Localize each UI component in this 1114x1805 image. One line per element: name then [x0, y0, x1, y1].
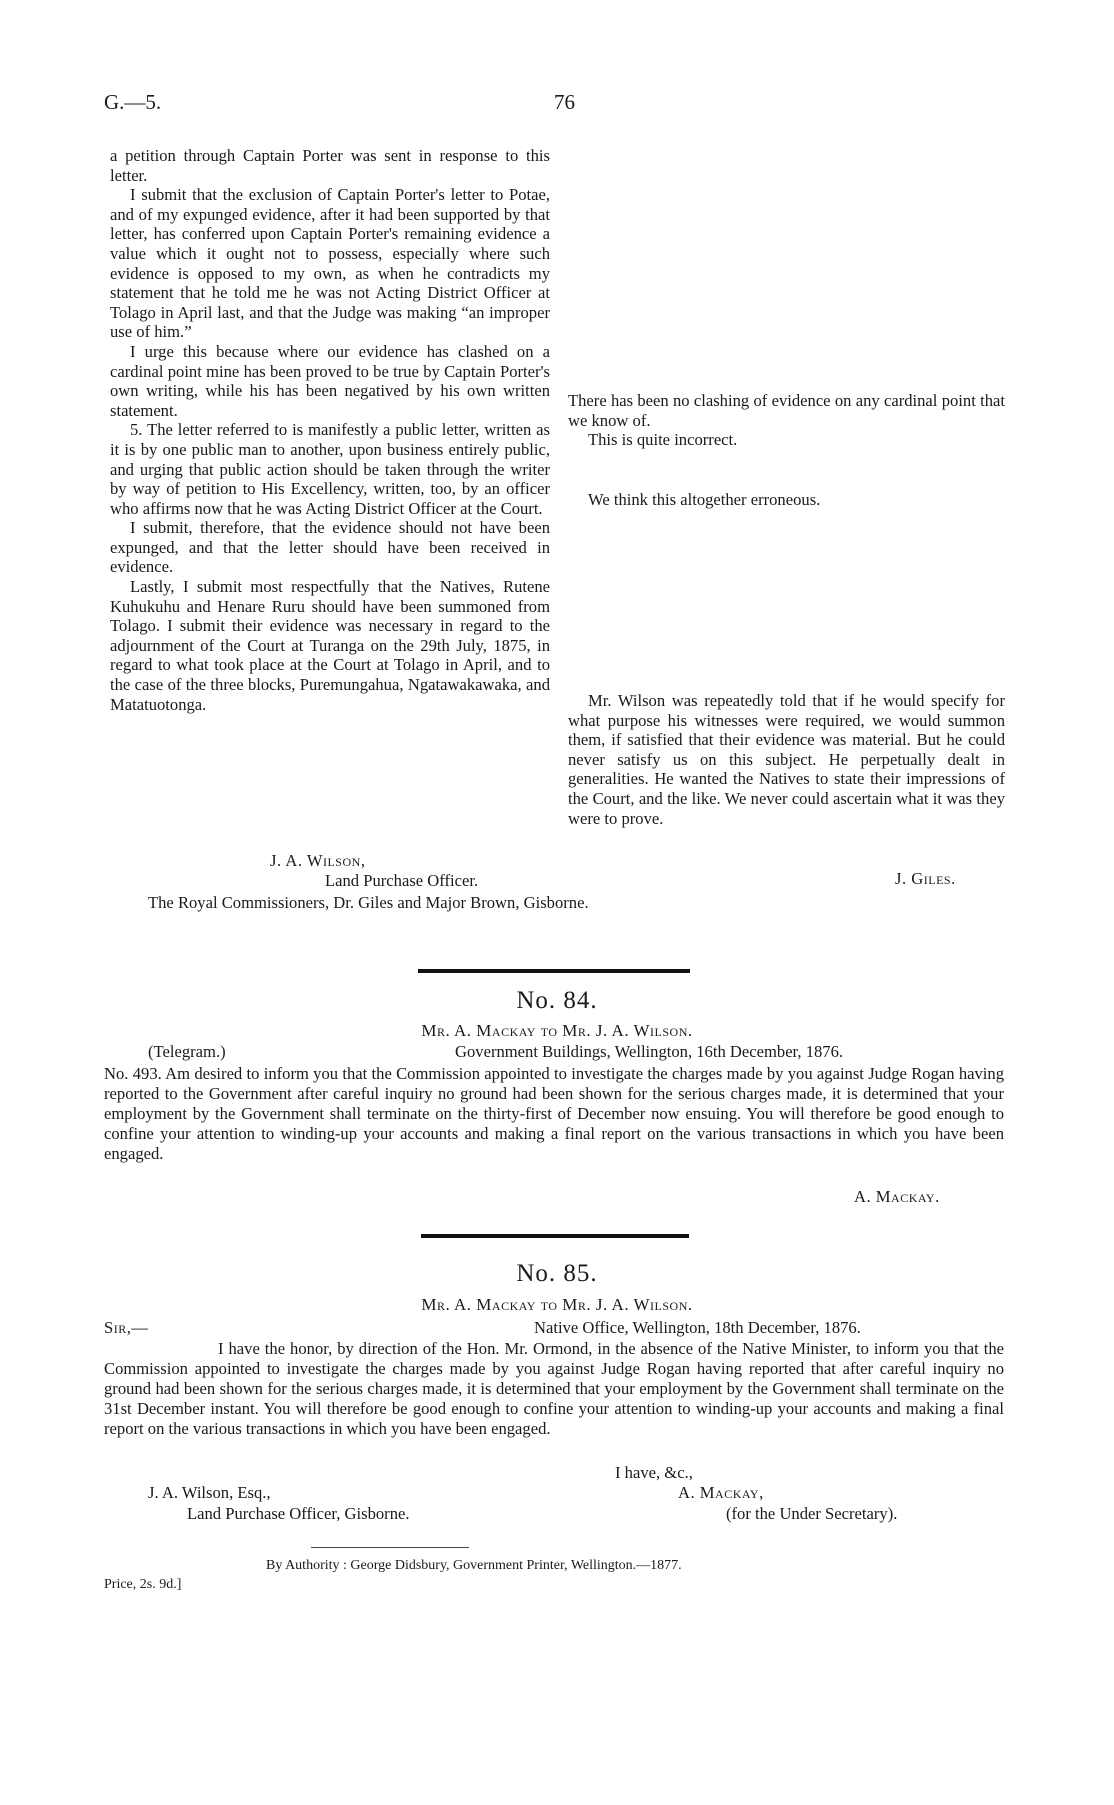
- section-divider: [421, 1234, 689, 1238]
- paragraph: I submit, therefore, that the evidence should not have been expunged, and that the letter should have been received in evidence.: [110, 518, 550, 577]
- paragraph: Lastly, I submit most respectfully that the Natives, Rutene Kuhukuhu and Henare Ruru should have been summoned from Tolago. I submit their evidence was necessary in regard to the adjournment of the Court at Turanga on the 29th July, 1875, in regard to what took place at the Court at Tolago in April, and to the case of the three blocks, Puremungahua, Ngatawakawaka, and Matatuotonga.: [110, 577, 550, 714]
- telegram-place-date: Government Buildings, Wellington, 16th December, 1876.: [455, 1042, 844, 1061]
- page-header: [104, 90, 984, 120]
- margin-note: Mr. Wilson was repeatedly told that if he would specify for what purpose his witnesses were required, we would summon them, if satisfied that their evidence was material. But he could never satisfy us on this subject. He perpetually dealt in generalities. He wanted the Natives to state their impressions of the Court, and the like. We never could ascertain what it was they were to prove.: [568, 691, 1005, 828]
- margin-note-witnesses: [568, 691, 1005, 828]
- section-divider: [418, 969, 690, 973]
- document-reference: G.—5.: [104, 90, 162, 114]
- letter-body: [104, 1339, 1004, 1439]
- letter-closing: I have, &c.,: [615, 1463, 693, 1482]
- page-number: 76: [554, 90, 575, 114]
- section-title-no-84: No. 84.: [516, 987, 598, 1014]
- margin-note: This is quite incorrect.: [588, 430, 738, 450]
- letter-place-date: Native Office, Wellington, 18th December, 1876.: [534, 1318, 861, 1337]
- mackay-signature-85: A. Mackay,: [678, 1483, 764, 1502]
- margin-note-erroneous: [568, 490, 1005, 510]
- price-notice: Price, 2s. 9d.]: [104, 1577, 182, 1592]
- telegram-text: No. 493. Am desired to inform you that the Commission appointed to investigate the charges made by you against Judge Rogan having reported to the Government after careful inquiry no ground had been shown for the serious charges made, it is determined that your employment by the Government shall terminate on the thirty-first of December now ensuing. You will therefore be good enough to confine your attention to winding-up your accounts and making a final report on the various transactions in which you have been engaged.: [104, 1064, 1004, 1163]
- paragraph: 5. The letter referred to is manifestly a public letter, written as it is by one public man to another, upon business entirely public, and urging that public action should be taken through the writer by way of petition to His Excellency, written, too, by an officer who affirms now that he was Acting District Officer at the Court.: [110, 420, 550, 518]
- salutation: Sir,—: [104, 1318, 149, 1337]
- margin-note: There has been no clashing of evidence on any cardinal point that we know of.: [568, 391, 1005, 430]
- section-subtitle-no-84: Mr. A. Mackay to Mr. J. A. Wilson.: [421, 1021, 693, 1040]
- section-title-no-85: No. 85.: [516, 1260, 598, 1287]
- wilson-signature-title: Land Purchase Officer.: [325, 871, 479, 890]
- addressee-title: Land Purchase Officer, Gisborne.: [187, 1504, 410, 1523]
- giles-signature: J. Giles.: [895, 869, 956, 888]
- commissioners-addressee: The Royal Commissioners, Dr. Giles and Major Brown, Gisborne.: [148, 893, 589, 912]
- left-column: [110, 146, 550, 714]
- addressee-name: J. A. Wilson, Esq.,: [148, 1483, 271, 1502]
- margin-note: We think this altogether erroneous.: [588, 490, 821, 509]
- paragraph: a petition through Captain Porter was sent in response to this letter.: [110, 146, 550, 185]
- margin-note-clashing: [568, 391, 1005, 450]
- printer-authority: By Authority : George Didsbury, Government Printer, Wellington.—1877.: [266, 1558, 682, 1573]
- signature-capacity: (for the Under Secretary).: [726, 1504, 898, 1523]
- telegram-body: [104, 1064, 1004, 1164]
- paragraph: I submit that the exclusion of Captain Porter's letter to Potae, and of my expunged evidence, after it had been supported by that letter, has conferred upon Captain Porter's remaining evidence a value which it ought not to possess, especially where such evidence is opposed to my own, as when he contradicts my statement that he told me he was not Acting District Officer at Tolago in April last, and that the Judge was making “an improper use of him.”: [110, 185, 550, 342]
- mackay-signature-84: A. Mackay.: [854, 1187, 940, 1206]
- telegram-label: (Telegram.): [148, 1042, 226, 1061]
- paragraph: I urge this because where our evidence has clashed on a cardinal point mine has been proved to be true by Captain Porter's own writing, while his has been negatived by his own written statement.: [110, 341, 550, 420]
- section-subtitle-no-85: Mr. A. Mackay to Mr. J. A. Wilson.: [421, 1295, 693, 1314]
- letter-text: I have the honor, by direction of the Hon. Mr. Ormond, in the absence of the Native Minister, to inform you that the Commission appointed to investigate the charges made by you against Judge Rogan having reported that after careful inquiry no ground had been shown for the serious charges made, it is determined that your employment by the Government shall terminate on the 31st December instant. You will therefore be good enough to confine your attention to winding-up your accounts and making a final report on the various transactions in which you have been engaged.: [104, 1339, 1004, 1438]
- wilson-signature-name: J. A. Wilson,: [270, 851, 366, 870]
- footer-divider: [311, 1547, 469, 1548]
